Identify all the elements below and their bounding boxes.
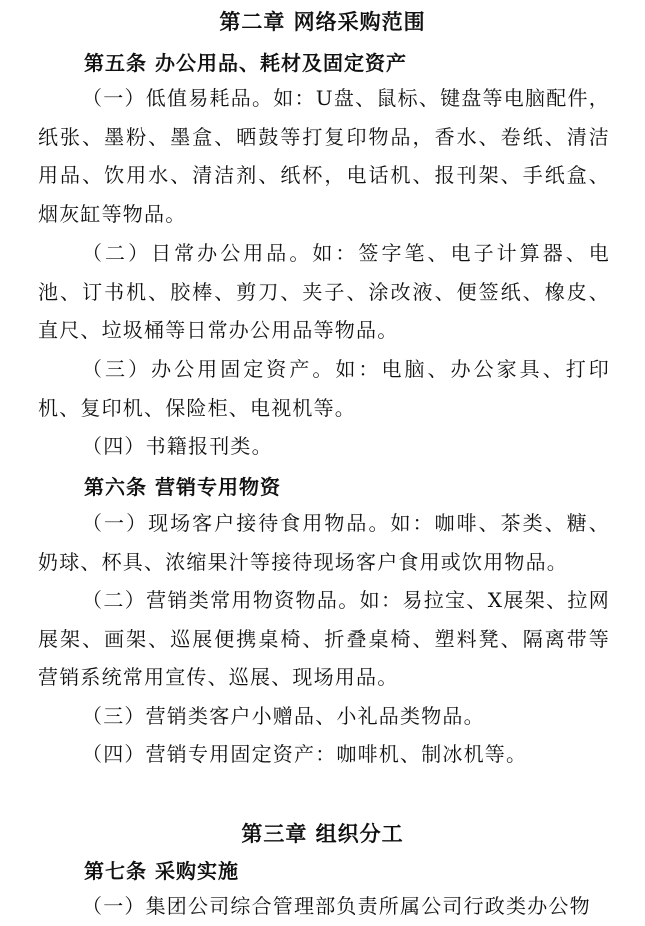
article-7-title: 第七条 采购实施: [84, 859, 239, 883]
article-6-paragraph-4: （四）营销专用固定资产：咖啡机、制冰机等。: [82, 742, 528, 766]
article-7-paragraph-1: （一）集团公司综合管理部负责所属公司行政类办公物: [82, 894, 591, 918]
article-6-paragraph-1: （一）现场客户接待食用物品。如：咖啡、茶类、糖、奶球、杯具、浓缩果汁等接待现场客户食用或饮用物品。: [38, 511, 610, 574]
chapter-3-title: 第三章 组织分工: [241, 822, 404, 846]
article-5-paragraph-1: （一）低值易耗品。如：U盘、鼠标、键盘等电脑配件，纸张、墨粉、墨盒、晒鼓等打复印物品，香水、卷纸、清洁用品、饮用水、清洁剂、纸杯，电话机、报刊架、手纸盒、烟灰缸等物品。: [38, 86, 610, 226]
article-6-paragraph-2: （二）营销类常用物资物品。如：易拉宝、X展架、拉网展架、画架、巡展便携桌椅、折叠桌椅、塑料凳、隔离带等营销系统常用宣传、巡展、现场用品。: [38, 588, 610, 690]
article-5-paragraph-3: （三）办公用固定资产。如：电脑、办公家具、打印机、复印机、保险柜、电视机等。: [38, 357, 610, 420]
article-5-title: 第五条 办公用品、耗材及固定资产: [84, 51, 407, 75]
article-5-paragraph-2: （二）日常办公用品。如：签字笔、电子计算器、电池、订书机、胶棒、剪刀、夹子、涂改液、便签纸、橡皮、直尺、垃圾桶等日常办公用品等物品。: [38, 241, 610, 343]
article-5-paragraph-4: （四）书籍报刊类。: [82, 434, 273, 458]
article-6-title: 第六条 营销专用物资: [84, 475, 281, 499]
article-6-paragraph-3: （三）营销类客户小赠品、小礼品类物品。: [82, 704, 485, 728]
chapter-2-title: 第二章 网络采购范围: [219, 10, 426, 34]
